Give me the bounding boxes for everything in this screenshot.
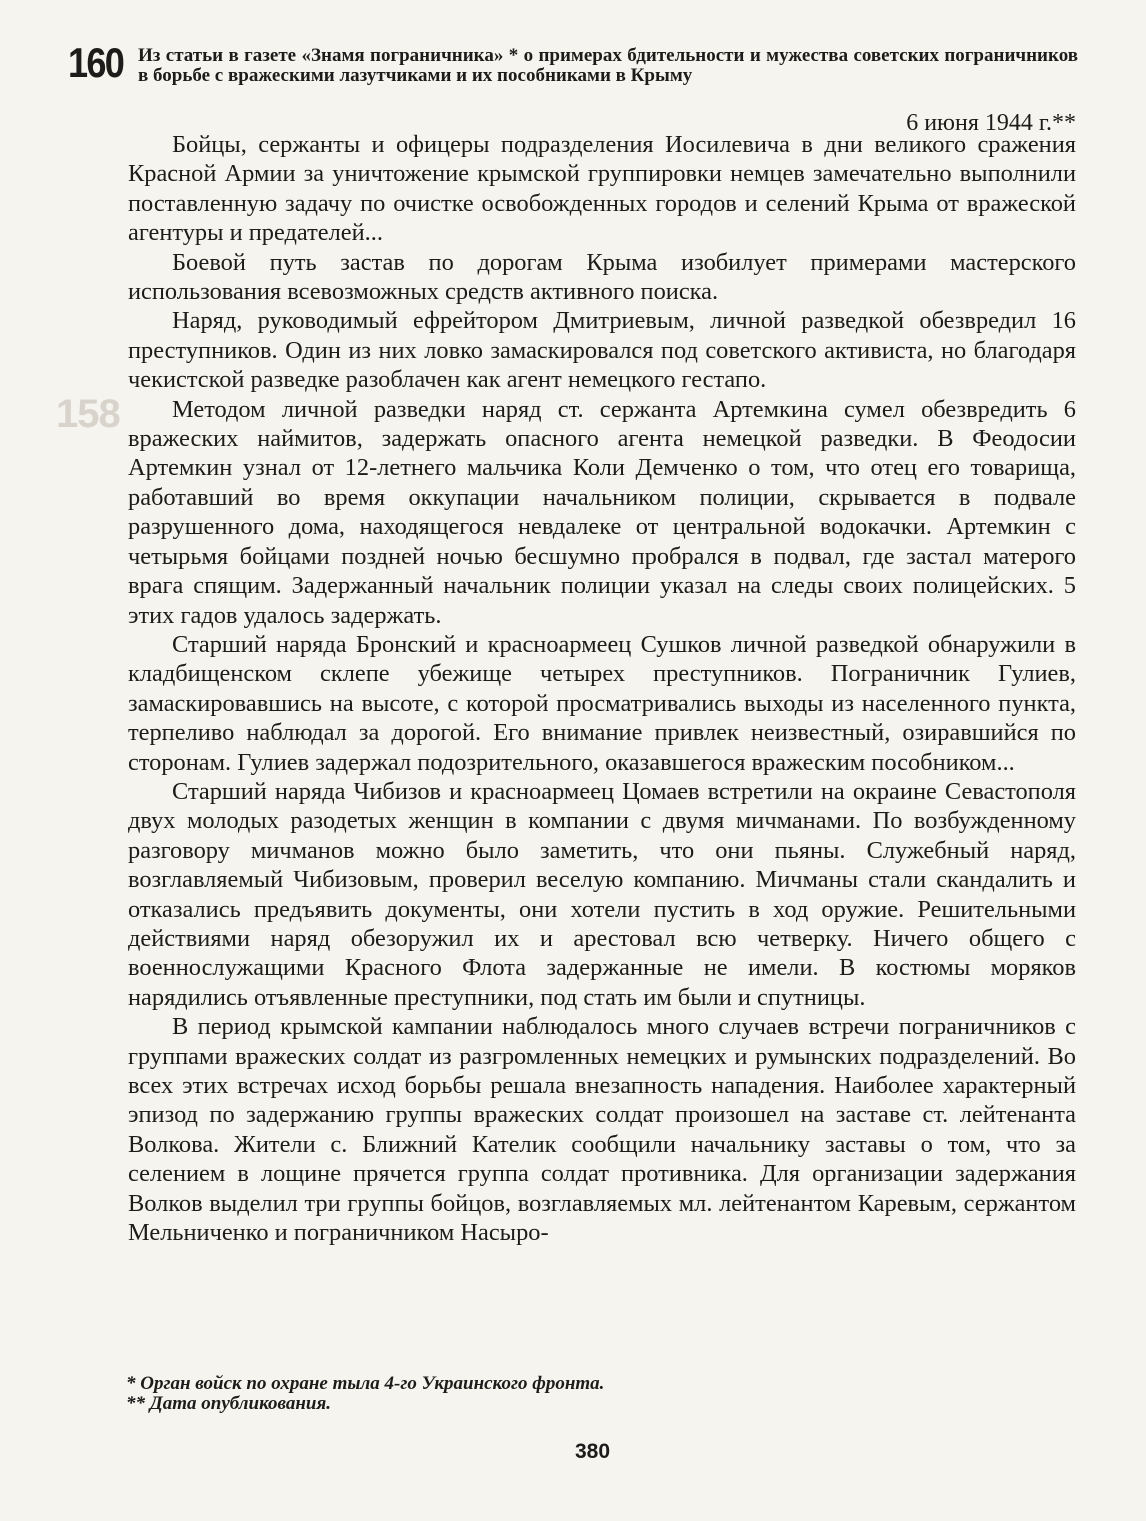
- paragraph: Методом личной разведки наряд ст. сержанта Артемкина сумел обезвредить 6 вражеских наймитов, задержать опасного агента немецкой разведки. В Феодосии Артемкин узнал от 12-летнего мальчика Коли Демченко о том, что отец его товарища, работавший во время оккупации начальником полиции, скрывается в подвале разрушенного дома, находящегося невдалеке от центральной водокачки. Артемкин с четырьмя бойцами поздней ночью бесшумно пробрался в подвал, где застал матерого врага спящим. Задержанный начальник полиции указал на следы своих полицейских. 5 этих гадов удалось задержать.: [128, 395, 1076, 629]
- document-number: 160: [68, 39, 124, 86]
- footnote: * Орган войск по охране тыла 4-го Украинского фронта.: [126, 1373, 605, 1394]
- footnotes: [126, 1374, 926, 1414]
- paragraph: Старший наряда Чибизов и красноармеец Цомаев встретили на окраине Севастополя двух молодых разодетых женщин в компании с двумя мичманами. По возбужденному разговору мичманов можно было заметить, что они пьяны. Служебный наряд, возглавляемый Чибизовым, проверил веселую компанию. Мичманы стали скандалить и отказались предъявить документы, они хотели пустить в ход оружие. Решительными действиями наряд обезоружил их и арестовал всю четверку. Ничего общего с военнослужащими Красного Флота задержанные не имели. В костюмы моряков нарядились отъявленные преступники, под стать им были и спутницы.: [128, 777, 1076, 1011]
- paragraph: В период крымской кампании наблюдалось много случаев встречи пограничников с группами вражеских солдат из разгромленных немецких и румынских подразделений. Во всех этих встречах исход борьбы решала внезапность нападения. Наиболее характерный эпизод по задержанию группы вражеских солдат произошел на заставе ст. лейтенанта Волкова. Жители с. Ближний Кателик сообщили начальнику заставы о том, что за селением в лощине прячется группа солдат противника. Для организации задержания Волков выделил три группы бойцов, возглавляемых мл. лейтенантом Каревым, сержантом Мельниченко и пограничником Насыро-: [128, 1013, 1076, 1247]
- bleed-through-document-number: 158: [56, 392, 120, 436]
- page-number: 380: [575, 1440, 611, 1463]
- paragraph: Бойцы, сержанты и офицеры подразделения Иосилевича в дни великого сражения Красной Армии за уничтожение крымской группировки немцев замечательно выполнили поставленную задачу по очистке освобожденных городов и селений Крыма от вражеской агентуры и предателей...: [128, 131, 1076, 247]
- article-body: [128, 130, 1076, 1247]
- paragraph: Старший наряда Бронский и красноармеец Сушков личной разведкой обнаружили в кладбищенском склепе убежище четырех преступников. Пограничник Гулиев, замаскировавшись на высоте, с которой просматривались выходы из населенного пункта, терпеливо наблюдал за дорогой. Его внимание привлек неизвестный, озиравшийся по сторонам. Гулиев задержал подозрительного, оказавшегося вражеским пособником...: [128, 630, 1076, 776]
- footnote: ** Дата опубликования.: [126, 1393, 332, 1414]
- paragraph: Наряд, руководимый ефрейтором Дмитриевым, личной разведкой обезвредил 16 преступников. Один из них ловко замаскировался под советского активиста, но благодаря чекистской разведке разоблачен как агент немецкого гестапо.: [128, 307, 1076, 394]
- document-date: 6 июня 1944 г.**: [906, 110, 1076, 136]
- document-title: Из статьи в газете «Знамя пограничника» * о примерах бдительности и мужества советских пограничников в борьбе с вражескими лазутчиками и их пособниками в Крыму: [138, 45, 1078, 86]
- paragraph: Боевой путь застав по дорогам Крыма изобилует примерами мастерского использования всевозможных средств активного поиска.: [128, 248, 1076, 306]
